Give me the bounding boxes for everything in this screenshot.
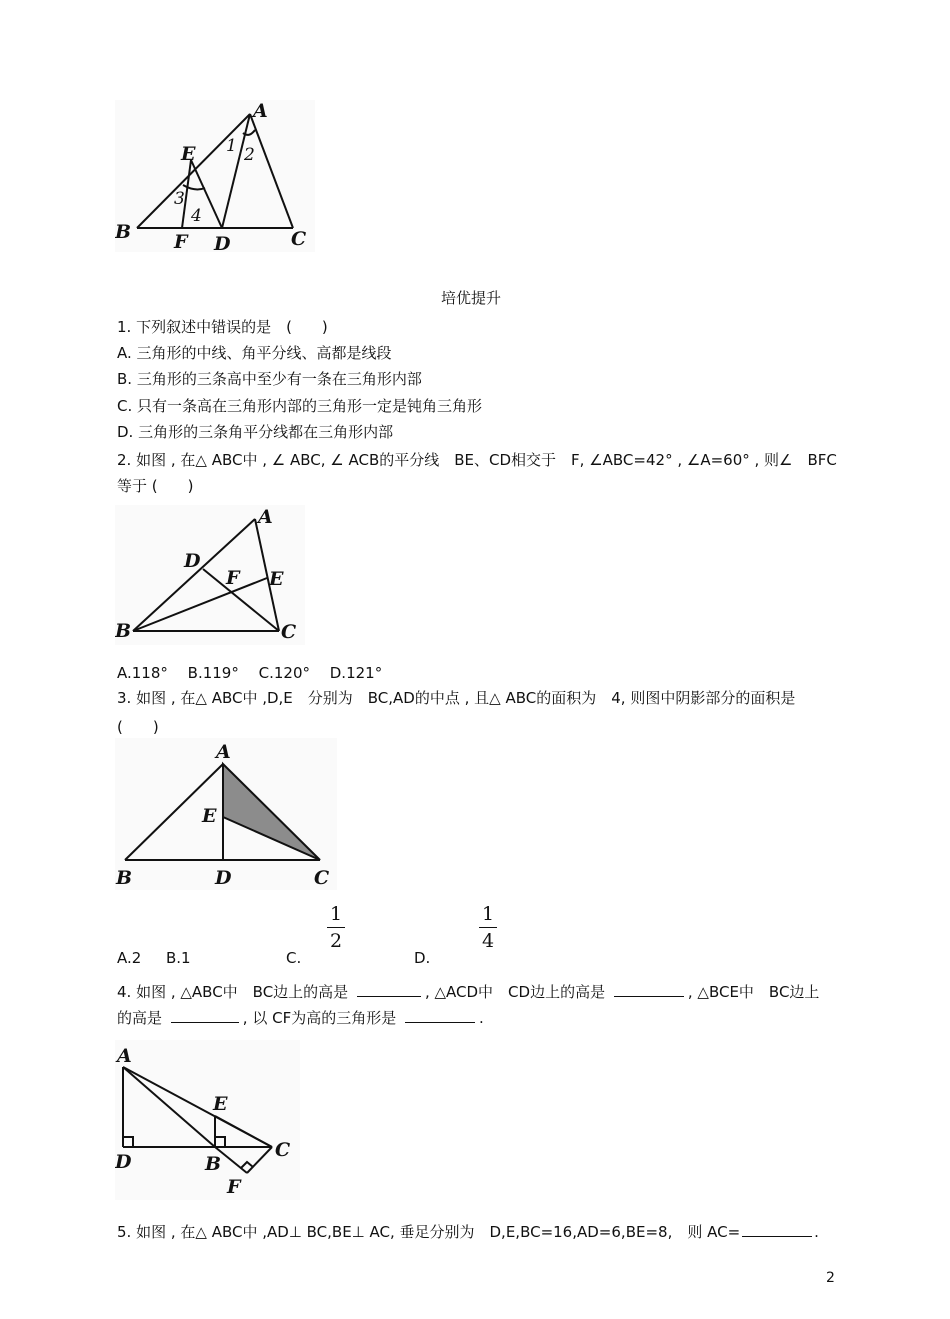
- q2-options: A.118° B.119° C.120° D.121°: [117, 664, 383, 682]
- q3-fraction-c: [327, 903, 345, 952]
- figure-3-svg: [115, 738, 337, 890]
- figure-4: [115, 1040, 300, 1200]
- q3-fraction-c-num: 1: [329, 903, 343, 925]
- fig4-label-f: F: [227, 1176, 241, 1198]
- fig1-label-e: E: [181, 143, 196, 165]
- fig2-label-a: A: [258, 506, 273, 528]
- fig3-label-e: E: [202, 805, 217, 827]
- q4-line1-a: 4. 如图 , △ABC中 BC边上的高是: [117, 983, 349, 1001]
- q4-line2: [117, 1007, 484, 1028]
- q1-option-b: B. 三角形的三条高中至少有一条在三角形内部: [117, 370, 422, 388]
- figure-4-svg: [115, 1040, 300, 1200]
- fig3-label-d: D: [215, 867, 232, 889]
- q3-fraction-d-bar: [479, 927, 497, 928]
- fig3-label-c: C: [314, 867, 330, 889]
- fig2-label-f: F: [226, 567, 240, 589]
- q3-option-a: A.2: [117, 949, 142, 967]
- fig4-label-e: E: [213, 1093, 228, 1115]
- figure-2-svg: [115, 505, 305, 645]
- q4-line1-c: , △BCE中 BC边上: [687, 983, 820, 1001]
- q4-blank-1[interactable]: [357, 982, 421, 997]
- fig4-label-d: D: [115, 1151, 132, 1173]
- q3-fraction-c-den: 2: [329, 930, 343, 952]
- fig1-label-f: F: [174, 231, 188, 252]
- fig1-angle-4: 4: [191, 206, 202, 226]
- q4-blank-4[interactable]: [405, 1008, 475, 1023]
- q3-line1: 3. 如图 , 在△ ABC中 ,D,E 分别为 BC,AD的中点 , 且△ ABC的面积为 4, 则图中阴影部分的面积是: [117, 689, 796, 707]
- q5-blank[interactable]: [742, 1222, 812, 1237]
- figure-1: [115, 100, 315, 252]
- fig1-label-b: B: [115, 221, 132, 243]
- fig1-label-c: C: [291, 228, 307, 250]
- figure-3: [115, 738, 337, 890]
- q4-blank-2[interactable]: [614, 982, 684, 997]
- shaded-region: [223, 764, 320, 860]
- q3-fraction-d: [479, 903, 497, 952]
- q4-line1-b: , △ACD中 CD边上的高是: [424, 983, 606, 1001]
- q4-blank-3[interactable]: [171, 1008, 239, 1023]
- fig4-label-a: A: [117, 1045, 132, 1067]
- q3-option-c: C.: [286, 949, 302, 967]
- fig4-label-c: C: [275, 1139, 291, 1161]
- fig1-label-d: D: [214, 233, 231, 252]
- q1-option-a: A. 三角形的中线、角平分线、高都是线段: [117, 344, 392, 362]
- q5-end: .: [814, 1223, 819, 1241]
- page-number: 2: [826, 1270, 835, 1286]
- q5-line: [117, 1221, 819, 1242]
- q1-option-d: D. 三角形的三条角平分线都在三角形内部: [117, 423, 394, 441]
- fig1-angle-3: 3: [174, 189, 185, 209]
- fig1-angle-2: 2: [244, 145, 255, 165]
- q5-text: 5. 如图 , 在△ ABC中 ,AD⊥ BC,BE⊥ AC, 垂足分别为 D,E,BC=16,AD=6,BE=8, 则 AC=: [117, 1223, 741, 1241]
- fig3-label-a: A: [216, 741, 231, 763]
- q3-fraction-d-num: 1: [481, 903, 495, 925]
- q4-line2-b: , 以 CF为高的三角形是: [242, 1009, 397, 1027]
- q4-line1: [117, 981, 819, 1002]
- q1-option-c: C. 只有一条高在三角形内部的三角形一定是钝角三角形: [117, 397, 483, 415]
- q3-fraction-d-den: 4: [481, 930, 495, 952]
- q3-option-d: D.: [414, 949, 431, 967]
- section-title: 培优提升: [441, 289, 502, 307]
- figure-2: [115, 505, 305, 645]
- q3-option-b: B.1: [166, 949, 191, 967]
- q4-line2-a: 的高是: [117, 1009, 163, 1027]
- fig4-label-b: B: [205, 1153, 222, 1175]
- q2-line1: 2. 如图 , 在△ ABC中 , ∠ ABC, ∠ ACB的平分线 BE、CD相交于 F, ∠ABC=42° , ∠A=60° , 则∠ BFC: [117, 451, 837, 469]
- q2-line2: 等于 ( ): [117, 477, 194, 495]
- q3-line2: ( ): [117, 718, 159, 736]
- fig2-label-c: C: [281, 621, 297, 643]
- figure-1-svg: [115, 100, 315, 252]
- q3-fraction-c-bar: [327, 927, 345, 928]
- fig1-label-a: A: [253, 100, 268, 122]
- q1-stem: 1. 下列叙述中错误的是 ( ): [117, 318, 328, 336]
- fig2-label-e: E: [269, 568, 284, 590]
- fig2-label-b: B: [115, 620, 132, 642]
- fig1-angle-1: 1: [226, 136, 237, 156]
- q4-line2-c: .: [479, 1009, 484, 1027]
- fig2-label-d: D: [184, 550, 201, 572]
- fig3-label-b: B: [116, 867, 133, 889]
